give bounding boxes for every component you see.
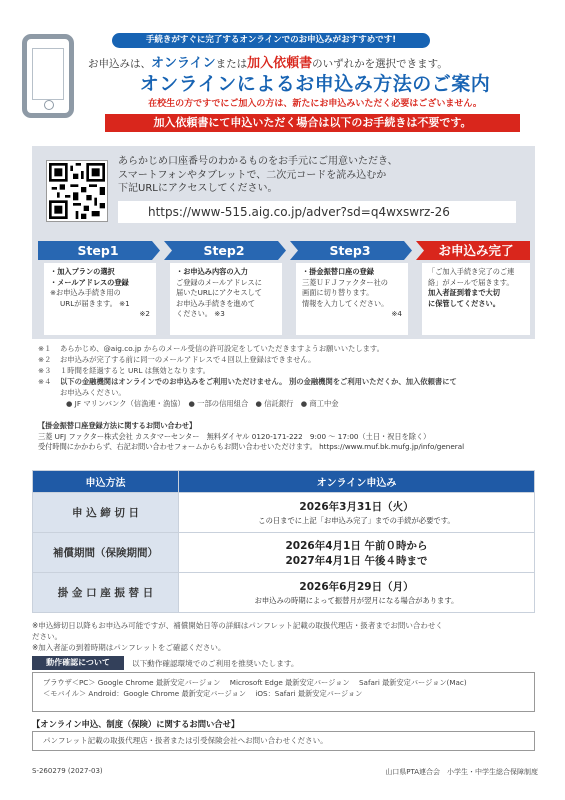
operation-box: ブラウザ＜PC＞ Google Chrome 最新安定バージョン Microsoft Edge 最新安定バージョン Safari 最新安定バージョン(Mac) ＜モバイル＞ Android：Google Chrome 最新安定バージョン iOS：Safari 最新安定バージョン <box>32 672 535 712</box>
operation-intro: 以下動作確認環境でのご利用を推奨いたします。 <box>132 659 299 668</box>
footnotes: ※申込締切日以降もお申込み可能ですが、補償開始日等の詳細はパンフレット記載の取扱代理店・扱者までお問い合わせく ださい。 ※加入者証の到着時期はパンフレットをご確認ください。 <box>32 621 443 652</box>
enrolled-note: 在校生の方ですでにご加入の方は、新たにお申込みいただく必要はございません。 <box>148 99 482 109</box>
page-title: オンラインによるお申込み方法のご案内 <box>139 73 491 95</box>
step1-box: ・加入プランの選択 ・メールアドレスの登録 ※お申込み手続き用の URLが届きます。 ※1 ※2 <box>44 263 156 335</box>
table-header-online: オンライン申込み <box>179 471 535 493</box>
schedule-table <box>32 470 535 613</box>
inquiry-heading: 【オンライン申込、制度（保険）に関するお問い合せ】 <box>32 719 240 729</box>
application-url[interactable]: https://www-515.aig.co.jp/adver?sd=q4wxswrz-26 <box>118 201 516 223</box>
operation-heading: 動作確認について <box>32 656 124 670</box>
contact-form-link[interactable]: 受付時間にかかわらず、右記お問い合わせフォームからもお問い合わせいただけます。 https://www.muf.bk.mufg.jp/info/general <box>38 442 465 451</box>
smartphone-icon <box>22 34 74 118</box>
table-header-method: 申込方法 <box>33 471 179 493</box>
step3-box: ・掛金振替口座の登録 三菱ＵＦＪファクター社の 画面に切り替ります。 情報を入力してください。 ※4 <box>296 263 408 335</box>
step2-title: Step2 <box>203 243 245 258</box>
guide-text: あらかじめ口座番号のわかるものをお手元にご用意いただき、 スマートフォンやタブレットで、二次元コードを読み込むか 下記URLにアクセスしてください。 <box>118 156 398 194</box>
contact-info: 【掛金振替口座登録方法に関するお問い合わせ】 三菱 UFJ ファクター株式会社 カスタマーセンター 無料ダイヤル 0120-171-222 9:00 ～ 17:00（土日・祝日を除く） 受付時間にかかわらず、右記お問い合わせフォームからもお問い合わせいただけます。 https://www.muf.bk.mufg.jp/info/general <box>38 421 543 453</box>
table-row: 申 込 締 切 日 2026年3月31日（火） この日までに上記「お申込み完了」までの手続が必要です。 <box>33 493 535 533</box>
organization-name: 山口県PTA連合会 小学生・中学生総合保障制度 <box>385 768 538 776</box>
step1-title: Step1 <box>77 243 119 258</box>
qr-code[interactable] <box>46 160 108 222</box>
document-code: S-260279 (2027-03) <box>32 767 103 775</box>
complete-box: 「ご加入手続き完了のご連 絡」がメールで届きます。 加入者証到着まで大切 に保管してください。 <box>422 263 530 335</box>
complete-title: お申込み完了 <box>438 243 514 258</box>
paper-application-note: 加入依頼書にて申込いただく場合は以下のお手続きは不要です。 <box>105 114 520 132</box>
step3-title: Step3 <box>329 243 371 258</box>
inquiry-box: パンフレット記載の取扱代理店・扱者または引受保険会社へお問い合わせください。 <box>32 731 535 751</box>
table-row: 補償期間（保険期間） 2026年4月1日 午前０時から 2027年4月1日 午後４時まで <box>33 533 535 573</box>
step2-box: ・お申込み内容の入力 ご登録のメールアドレスに 届いたURLにアクセスして お申込み手続きを進めて ください。 ※3 <box>170 263 282 335</box>
table-row: 掛 金 口 座 振 替 日 2026年6月29日（月） お申込みの時期によって振替月が翌月になる場合があります。 <box>33 573 535 613</box>
recommend-banner: 手続きがすぐに完了するオンラインでのお申込みがおすすめです! <box>112 33 430 48</box>
intro-line: お申込みは、オンラインまたは加入依頼書のいずれかを選択できます。 <box>88 56 448 71</box>
notes-list: ※１ あらかじめ、@aig.co.jp からのメール受信の許可設定をしていただきますようお願いいたします。 ※２ お申込みが完了する前に同一のメールアドレスで４回以上登録はできません。 ※３ １時間を経過すると URL は無効となります。 ※４ 以下の金融機関はオンラインでのお申込みをご利用いただけません。 別の金融機関をご利用いただくか、加入依頼書にて お申込みください。 ● JF マリンバンク（信漁連・漁協） ● 一部の信用組合 ● 信託銀行 ● 商工中金 <box>38 344 457 408</box>
